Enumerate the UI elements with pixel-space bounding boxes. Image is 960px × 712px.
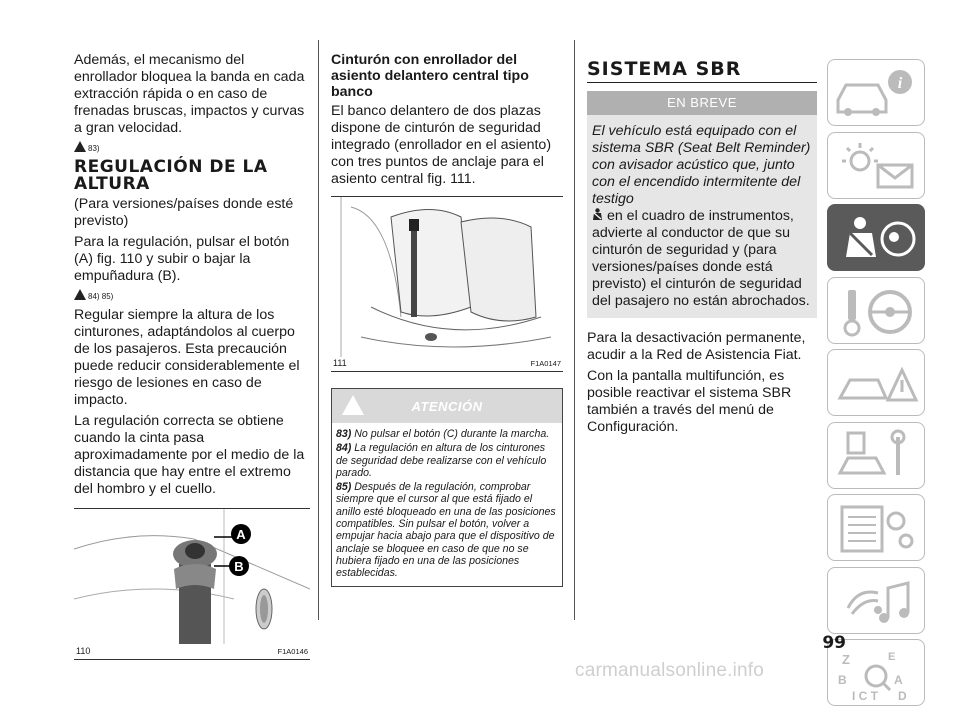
paragraph: Para la desactivación permanente, acudir a la Red de Asistencia Fiat. (587, 330, 806, 363)
section-title-sbr: SISTEMA SBR (587, 58, 742, 80)
warning-ref-numbers: 83) (88, 144, 100, 153)
figure-110 (74, 508, 310, 660)
intro-paragraph: Además, el mecanismo del enrollador bloquea la banda en cada extracción rápida o en caso de frenadas bruscas, impactos y curvas a gran velocidad. (74, 52, 305, 136)
paragraph: Con la pantalla multifunción, es posible reactivar el sistema SBR también a través del menú de Configuración. (587, 368, 792, 435)
figure-number: 111 (333, 358, 347, 368)
callout-a: A (236, 527, 246, 542)
title-rule (587, 82, 817, 83)
maintenance-icon (828, 423, 925, 489)
paragraph: Regular siempre la altura de los cinturones, adaptándolos al cuerpo de los pasajeros. Esta precaución puede reducir considerablemente el riesgo de lesiones en caso de impacto. (74, 307, 300, 408)
warning-triangle-icon (74, 289, 86, 300)
paragraph: El banco delantero de dos plazas dispone de cinturón de seguridad integrado (enrollador en el asiento) con tres puntos de anclaje para el asiento central fig. 111. (331, 103, 552, 187)
warning-reference (74, 289, 310, 301)
warning-triangle-icon (74, 141, 86, 152)
subsection-title: Cinturón con enrollador del asiento delantero central tipo banco (331, 52, 529, 100)
in-brief-box (587, 91, 817, 318)
tab-starting-driving[interactable] (827, 277, 925, 344)
column-right (587, 52, 817, 440)
seatbelt-safety-icon (828, 205, 925, 271)
in-brief-body (587, 115, 817, 318)
attention-item: 84) La regulación en altura de los cinturones de seguridad debe realizarse con el vehículo parado. (336, 442, 547, 479)
warning-ref-numbers: 84) 85) (88, 292, 114, 301)
technical-data-icon (828, 495, 925, 561)
svg-text:Z: Z (842, 652, 850, 667)
paragraph: Para la regulación, pulsar el botón (A) fig. 110 y subir o bajar la empuñadura (B). (74, 234, 290, 284)
emergency-icon (828, 350, 925, 416)
attention-header (332, 389, 562, 423)
attention-label: ATENCIÓN (411, 398, 483, 414)
tab-maintenance[interactable] (827, 422, 925, 489)
page-number: 99 (822, 633, 846, 653)
warning-reference (74, 141, 310, 153)
figure-number: 110 (76, 646, 91, 656)
warning-triangle-icon (342, 395, 364, 415)
multimedia-icon (828, 568, 925, 634)
chapter-tabs (827, 59, 927, 712)
in-brief-label: EN BREVE (587, 91, 817, 115)
tab-car-info[interactable] (827, 59, 925, 126)
figure-code: F1A0147 (530, 359, 561, 368)
attention-item: 85) Después de la regulación, comprobar siempre que el cursor al que está fijado el anillo esté bloqueado en una de las posiciones compatibles. Sin pulsar el botón, volver a empujar hacia abajo para que el dispositivo de anclaje se bloquee en caso de que no se hubiera fijado en una de las posiciones establecidas. (336, 481, 556, 580)
callout-b: B (234, 559, 244, 574)
svg-text:B: B (838, 673, 847, 687)
paragraph: (Para versiones/países donde esté previsto) (74, 196, 294, 229)
column-middle (331, 52, 563, 587)
in-brief-text: en el cuadro de instrumentos, advierte al conductor de que su cinturón de seguridad y (para versiones/países donde está previsto) el cinturón de seguridad del pasajero no están abrochados. (592, 208, 810, 309)
belt-height-adjuster-illustration (74, 509, 310, 644)
bench-seat-belt-illustration (331, 197, 563, 357)
attention-item: 83) No pulsar el botón (C) durante la marcha. (336, 428, 550, 440)
tab-multimedia[interactable] (827, 567, 925, 634)
tab-technical-data[interactable] (827, 494, 925, 561)
svg-text:i: i (897, 75, 903, 92)
warning-lights-icon (828, 133, 925, 199)
figure-code: F1A0146 (277, 647, 308, 656)
svg-text:A: A (894, 673, 903, 687)
column-left (74, 52, 310, 660)
car-info-icon (828, 60, 925, 126)
in-brief-italic-text: El vehículo está equipado con el sistema SBR (Seat Belt Reminder) con avisador acústico que, junto con el encendido intermitente del testigo (592, 123, 811, 207)
key-steering-wheel-icon (828, 278, 925, 344)
watermark: carmanualsonline.info (575, 660, 765, 681)
tab-warning-lights[interactable] (827, 132, 925, 199)
column-divider (318, 40, 319, 620)
attention-box (331, 388, 563, 587)
paragraph: La regulación correcta se obtiene cuando la cinta pasa aproximadamente por el medio de la distancia que hay entre el extremo del hombro y el cuello. (74, 413, 305, 497)
section-title-height-adjustment: REGULACIÓN DE LA ALTURA (74, 157, 268, 194)
tab-safety[interactable] (827, 204, 925, 271)
svg-text:I C T: I C T (852, 689, 878, 703)
figure-111 (331, 196, 563, 372)
tab-emergency[interactable] (827, 349, 925, 416)
seatbelt-warning-icon (592, 208, 603, 221)
attention-body (332, 423, 562, 586)
svg-text:E: E (888, 651, 896, 663)
column-divider (574, 40, 575, 620)
svg-text:D: D (898, 689, 907, 703)
